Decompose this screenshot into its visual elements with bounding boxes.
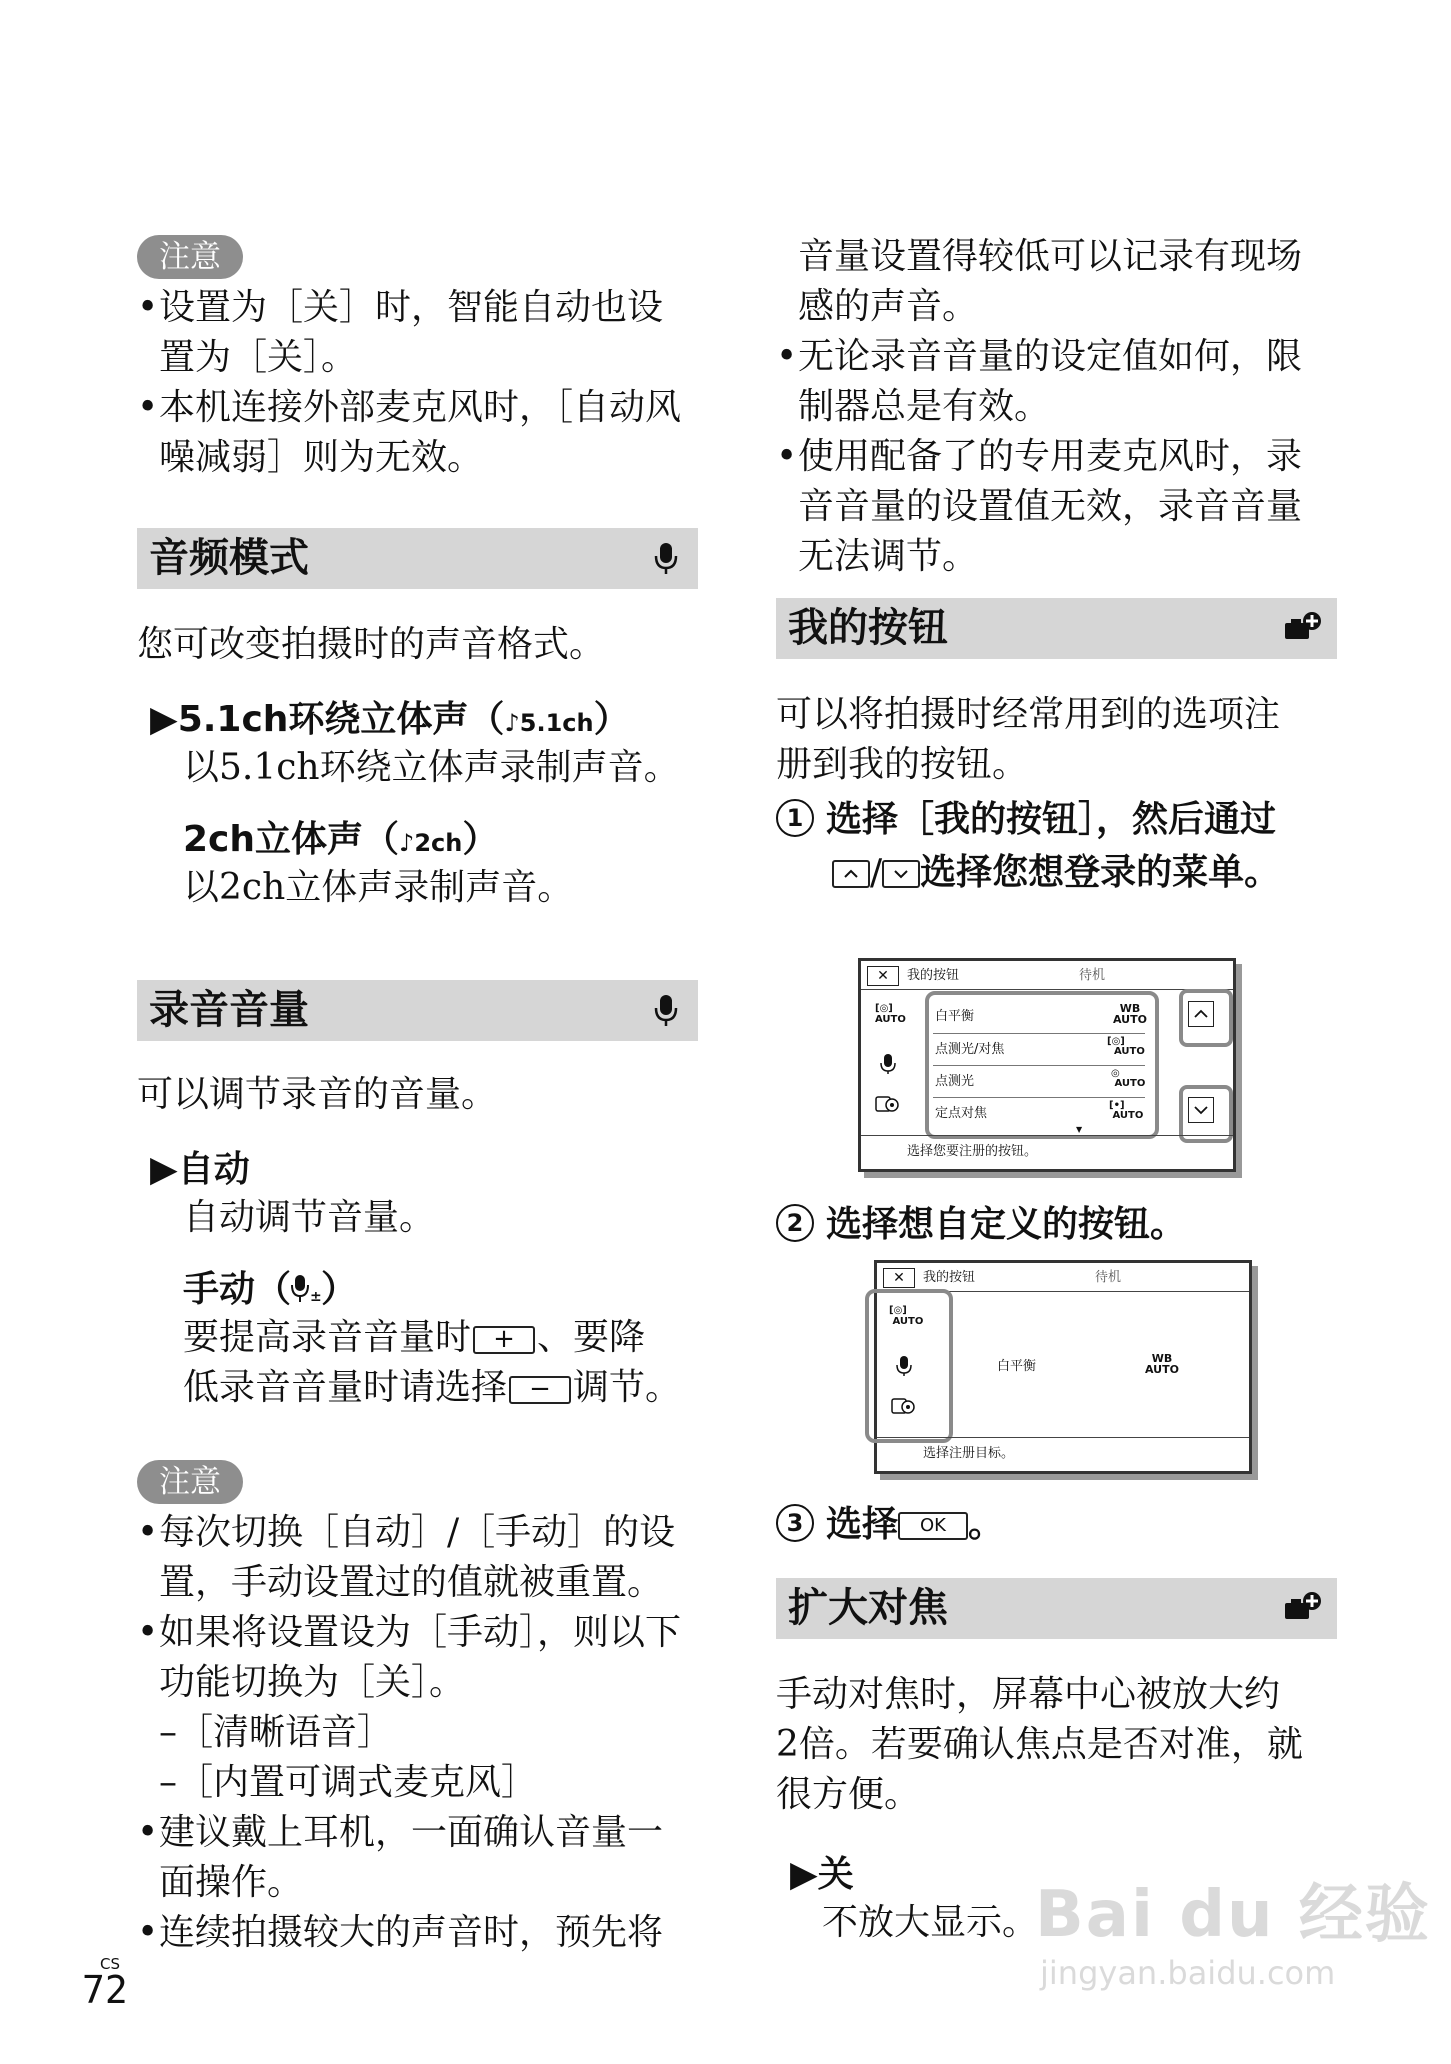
note-text: 面操作。 [159, 1862, 304, 1903]
stereo-icon: ♪2ch [399, 829, 463, 857]
option-2ch: 2ch立体声（♪2ch） [183, 819, 499, 860]
camera-menu-icon [1283, 1590, 1323, 1626]
note-subitem: –［清晰语音］ [159, 1712, 394, 1753]
option-description: 以2ch立体声录制声音。 [183, 867, 574, 908]
section-title: 音频模式 [149, 535, 309, 581]
bullet-dot: • [137, 1512, 159, 1553]
svg-text:±: ± [310, 1289, 322, 1305]
spot-focus-slot[interactable]: [◎] AUTO [889, 1305, 924, 1327]
selected-triangle-icon: ▶ [150, 1149, 178, 1190]
note-text: 音音量的设置值无效，录音音量 [798, 486, 1303, 527]
bullet-dot: • [137, 1812, 159, 1853]
camera-screen-menu-list [858, 958, 1236, 1172]
spot-focus-icon: [•] AUTO [1109, 1100, 1144, 1121]
scroll-down-indicator: ▼ [1076, 1125, 1083, 1134]
section-description: 可以调节录音的音量。 [137, 1074, 498, 1115]
section-title: 我的按钮 [788, 605, 948, 651]
step-1: 1 选择［我的按钮］，然后通过 [776, 795, 1276, 845]
option-off: ▶关 [790, 1854, 854, 1895]
note-text: 置，手动设置过的值就被重置。 [159, 1562, 664, 1603]
up-arrow-button [832, 860, 870, 888]
section-header-audio-mode [137, 528, 698, 589]
microphone-icon [879, 1053, 897, 1075]
note-text: 音量设置得较低可以记录有现场 [798, 236, 1303, 277]
microphone-icon [648, 540, 684, 576]
screen-footer: 选择您要注册的按钮。 [907, 1144, 1038, 1159]
section-description: 册到我的按钮。 [776, 744, 1029, 785]
menu-item-label[interactable]: 点测光 [935, 1074, 975, 1089]
close-button[interactable]: ✕ [883, 1268, 915, 1288]
note-text: 连续拍摄较大的声音时，预先将 [159, 1912, 664, 1953]
close-button[interactable]: ✕ [867, 966, 899, 986]
bullet-dot: • [776, 436, 798, 477]
microphone-slot-icon[interactable] [895, 1355, 913, 1377]
note-text: 本机连接外部麦克风时，［自动风 [159, 387, 682, 428]
bullet-dot: • [137, 1612, 159, 1653]
option-description: 自动调节音量。 [183, 1197, 436, 1238]
step-number: 3 [776, 1504, 814, 1542]
selected-triangle-icon: ▶ [790, 1854, 818, 1895]
option-auto: ▶自动 [150, 1149, 250, 1190]
note-text: 如果将设置设为［手动］，则以下 [159, 1612, 682, 1653]
section-description: 可以将拍摄时经常用到的选项注 [776, 694, 1281, 735]
note-text: 建议戴上耳机，一面确认音量一 [159, 1812, 664, 1853]
baidu-watermark: Bai du 经验 [1035, 1878, 1431, 1952]
spot-meter-icon: ◎ AUTO [1111, 1068, 1146, 1089]
step-1-cont: / 选择您想登录的菜单。 [832, 848, 1280, 898]
selected-triangle-icon: ▶ [150, 699, 178, 740]
surround-icon: ♪5.1ch [504, 709, 594, 737]
note-text: 感的声音。 [798, 286, 979, 327]
step-3: 3 选择 OK 。 [776, 1500, 1004, 1550]
option-5-1ch: ▶5.1ch环绕立体声（♪5.1ch） [150, 699, 630, 740]
spot-focus-icon: [◎] AUTO [875, 1003, 906, 1025]
note-subitem: –［内置可调式麦克风］ [159, 1762, 538, 1803]
center-item-label: 白平衡 [997, 1359, 1037, 1374]
wb-auto-icon: WB AUTO [1145, 1352, 1179, 1376]
menu-item-label[interactable]: 白平衡 [935, 1009, 975, 1024]
option-description: 以5.1ch环绕立体声录制声音。 [183, 747, 680, 788]
note-text: 使用配备了的专用麦克风时，录 [798, 436, 1303, 477]
menu-item-label[interactable]: 点测光/对焦 [935, 1042, 1005, 1057]
microphone-adjust-icon [291, 1271, 321, 1305]
step-2: 2 选择想自定义的按钮。 [776, 1200, 1186, 1250]
section-description: 您可改变拍摄时的声音格式。 [137, 624, 606, 665]
ok-button: OK [898, 1512, 968, 1540]
down-arrow-button [882, 860, 920, 888]
plus-button: + [473, 1326, 535, 1354]
screen-status: 待机 [1079, 968, 1106, 983]
section-description: 手动对焦时，屏幕中心被放大约 [776, 1674, 1281, 1715]
gear-slot-icon[interactable] [891, 1395, 917, 1417]
note-text: 无论录音音量的设定值如何，限 [798, 336, 1303, 377]
note-text: 功能切换为［关］。 [159, 1662, 466, 1703]
note-badge: 注意 [137, 1460, 243, 1504]
screen-status: 待机 [1095, 1270, 1122, 1285]
step-number: 2 [776, 1204, 814, 1242]
screen-title: 我的按钮 [923, 1270, 976, 1285]
note-text: 每次切换［自动］/［手动］的设 [159, 1512, 676, 1553]
gear-icon [875, 1093, 901, 1115]
note-text: 无法调节。 [798, 536, 979, 577]
section-header-expand-focus [776, 1578, 1337, 1639]
minus-button: − [509, 1376, 571, 1404]
bullet-dot: • [137, 1912, 159, 1953]
scroll-up-button[interactable] [1188, 1001, 1214, 1027]
note-text: 置为［关］。 [159, 337, 358, 378]
bullet-dot: • [776, 336, 798, 377]
note-text: 制器总是有效。 [798, 386, 1051, 427]
section-description: 2倍。若要确认焦点是否对准，就 [776, 1724, 1303, 1765]
bullet-dot: • [137, 387, 159, 428]
screen-title: 我的按钮 [907, 968, 960, 983]
camera-screen-select-target [874, 1260, 1252, 1474]
option-description: 不放大显示。 [822, 1902, 1039, 1943]
bullet-dot: • [137, 287, 159, 328]
baidu-watermark-url: jingyan.baidu.com [1040, 1954, 1336, 1992]
microphone-icon [648, 992, 684, 1028]
section-title: 录音音量 [149, 987, 309, 1033]
option-description: 要提高录音音量时 + 、要降 [183, 1317, 646, 1358]
note-text: 噪减弱］则为无效。 [159, 437, 484, 478]
option-manual: 手动（ ± ） [183, 1269, 358, 1310]
section-header-my-button [776, 598, 1337, 659]
section-header-rec-volume [137, 980, 698, 1041]
option-description: 低录音音量时请选择 − 调节。 [183, 1367, 682, 1408]
spot-meter-focus-icon: [◎] AUTO [1107, 1036, 1145, 1057]
step-number: 1 [776, 799, 814, 837]
camera-menu-icon [1283, 610, 1323, 646]
section-title: 扩大对焦 [788, 1585, 948, 1631]
note-badge: 注意 [137, 235, 243, 279]
page-language-label: CS [100, 1955, 120, 1973]
note-text: 设置为［关］时，智能自动也设 [159, 287, 664, 328]
menu-item-label[interactable]: 定点对焦 [935, 1106, 988, 1121]
scroll-down-button[interactable] [1188, 1097, 1214, 1123]
screen-footer: 选择注册目标。 [923, 1446, 1015, 1461]
section-description: 很方便。 [776, 1774, 921, 1815]
wb-auto-icon: WB AUTO [1113, 1002, 1147, 1026]
page-number: 72 [82, 1968, 128, 2012]
